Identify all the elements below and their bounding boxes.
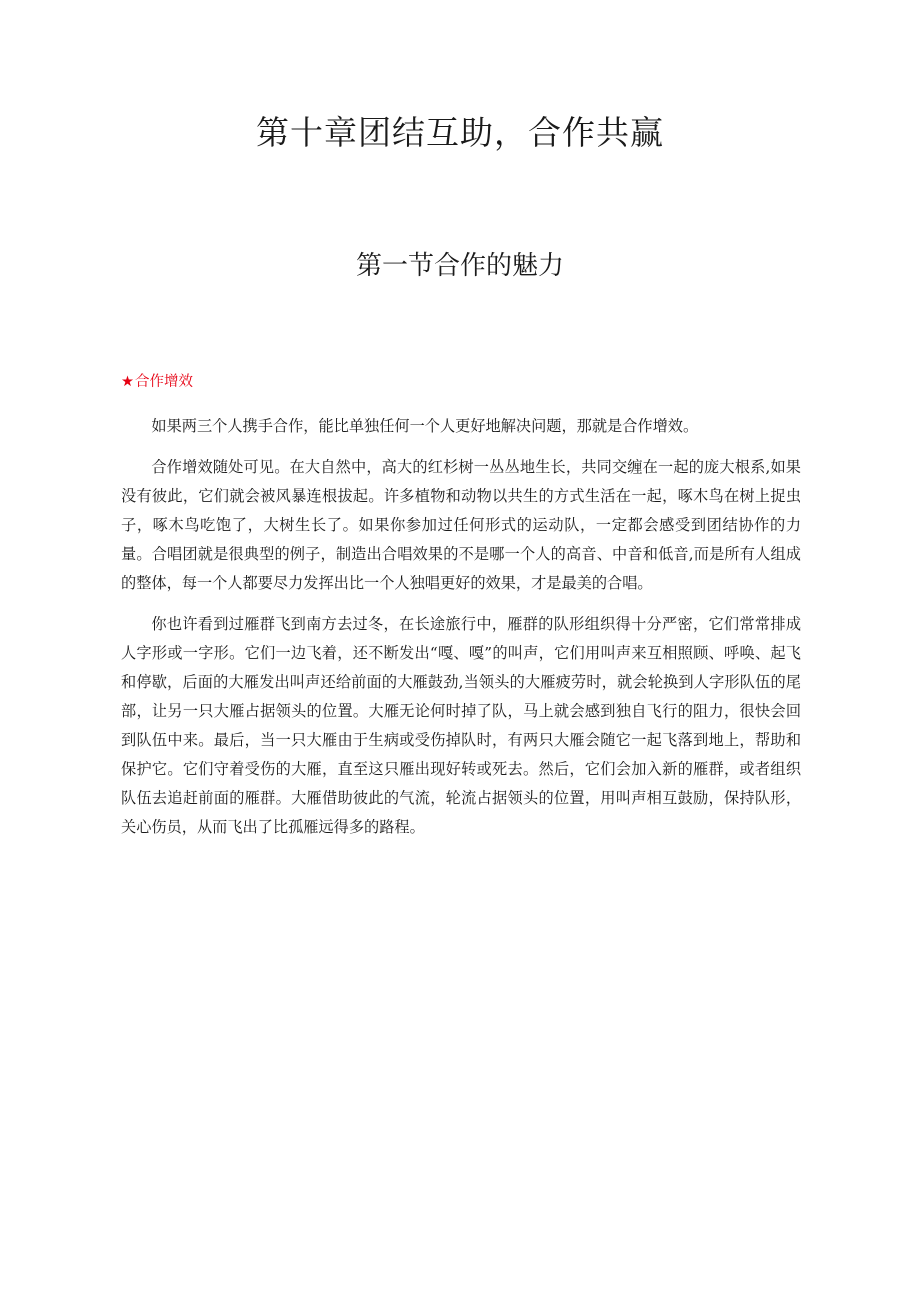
subsection-heading	[121, 371, 193, 393]
section-title: 第一节合作的魅力	[355, 251, 564, 281]
body-text	[121, 412, 801, 854]
star-icon: ★	[121, 374, 134, 390]
chapter-title: 第十章团结互助，合作共赢	[256, 113, 664, 152]
paragraph: 合作增效随处可见。在大自然中，高大的红杉树一丛丛地生长，共同交缠在一起的庞大根系,如果没有彼此，它们就会被风暴连根拔起。许多植物和动物以共生的方式生活在一起，啄木鸟在树上捉虫子，啄木鸟吃饱了，大树生长了。如果你参加过任何形式的运动队，一定都会感受到团结协作的力量。合唱团就是很典型的例子，制造出合唱效果的不是哪一个人的高音、中音和低音,而是所有人组成的整体，每一个人都要尽力发挥出比一个人独唱更好的效果，才是最美的合唱。	[121, 458, 801, 592]
paragraph: 如果两三个人携手合作，能比单独任何一个人更好地解决问题，那就是合作增效。	[151, 417, 699, 435]
subsection-heading-label: 合作增效	[135, 374, 193, 390]
paragraph: 你也许看到过雁群飞到南方去过冬，在长途旅行中，雁群的队形组织得十分严密，它们常常排成人字形或一字形。它们一边飞着，还不断发出“嘎、嘎”的叫声，它们用叫声来互相照顾、呼唤、起飞和停歇，后面的大雁发出叫声还给前面的大雁鼓劲,当领头的大雁疲劳时，就会轮换到人字形队伍的尾部，让另一只大雁占据领头的位置。大雁无论何时掉了队，马上就会感到独自飞行的阻力，很快会回到队伍中来。最后，当一只大雁由于生病或受伤掉队时，有两只大雁会随它一起飞落到地上，帮助和保护它。它们守着受伤的大雁，直至这只雁出现好转或死去。然后，它们会加入新的雁群，或者组织队伍去追赶前面的雁群。大雁借助彼此的气流，轮流占据领头的位置，用叫声相互鼓励，保持队形，关心伤员，从而飞出了比孤雁远得多的路程。	[121, 615, 801, 836]
